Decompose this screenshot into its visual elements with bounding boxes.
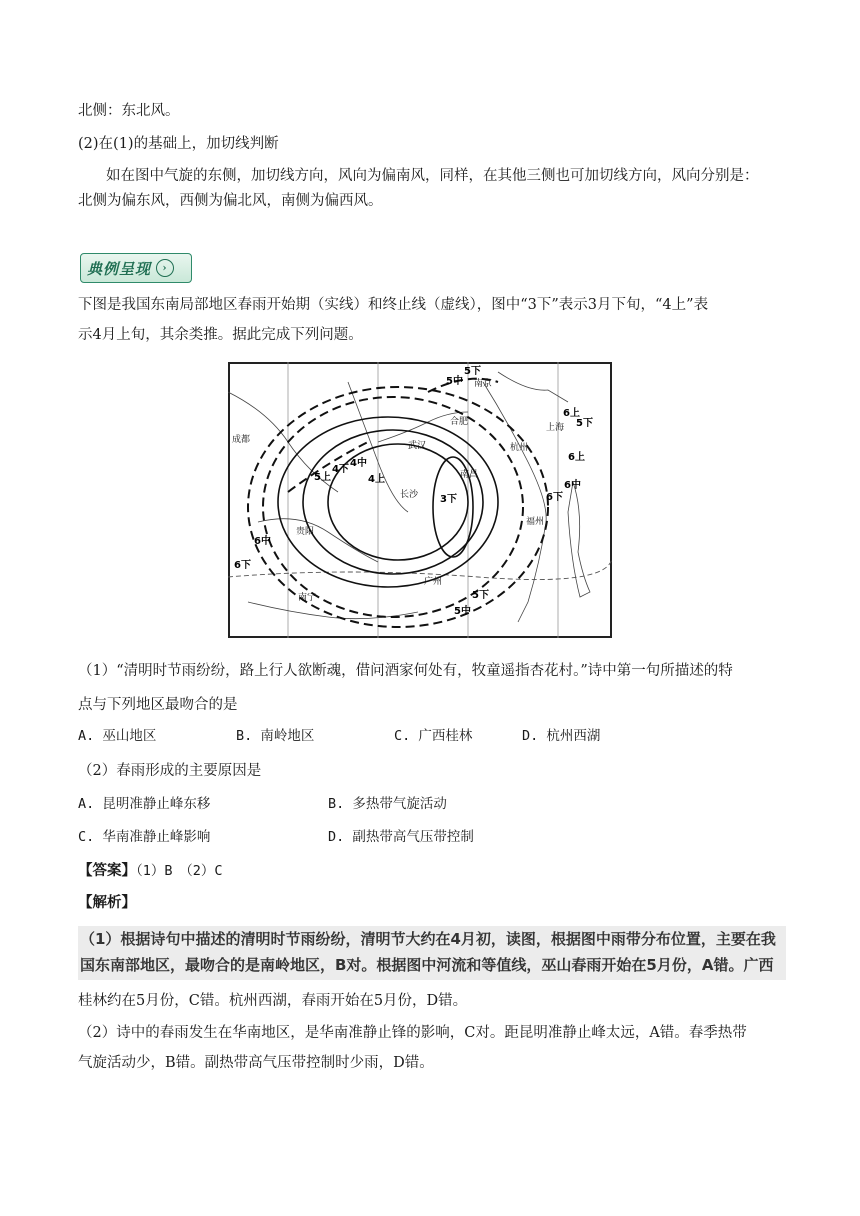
isoline-label: 3下 [440,494,457,505]
city-label: 南宁 [298,593,317,603]
analysis-line-4: （2）诗中的春雨发生在华南地区，是华南准静止锋的影响，C对。距昆明准静止峰太远，A错。春季热带 [78,1025,747,1041]
city-label: 长沙 [400,490,419,500]
isoline-label: 4上 [368,474,385,485]
isoline-label: 6中 [564,480,581,491]
isoline-label: 6下 [234,560,251,571]
q2-option-d: D. 副热带高气压带控制 [328,829,474,845]
q1-line-2: 点与下列地区最吻合的是 [78,697,238,713]
scanned-analysis-block [78,926,786,980]
q1-line-1: （1）“清明时节雨纷纷，路上行人欲断魂，借问酒家何处有，牧童遥指杏花村。”诗中第一句所描述的特 [78,663,733,679]
analysis-line-5: 气旋活动少，B错。副热带高气压带控制时少雨，D错。 [78,1055,434,1071]
city-label: 合肥 [450,417,469,427]
answer-line [78,860,783,882]
isoline-label: 4下 [332,464,349,475]
city-label: 南京 [474,379,493,389]
isoline-label: 5中 [446,376,463,387]
q2-option-a: A. 昆明准静止峰东移 [78,796,211,812]
isoline-label: 5下 [576,418,593,429]
q1-option-c: C. 广西桂林 [394,728,473,744]
q1-option-d: D. 杭州西湖 [522,728,601,744]
isoline-label: 4中 [350,458,367,469]
intro-line-4: 北侧为偏东风，西侧为偏北风，南侧为偏西风。 [78,193,383,209]
isoline-label: 6下 [546,492,563,503]
q2-option-b: B. 多热带气旋活动 [328,796,447,812]
city-label: 武汉 [408,441,427,451]
city-label: 贵阳 [296,527,315,537]
analysis-line-3: 桂林约在5月份，C错。杭州西湖，春雨开始在5月份，D错。 [78,993,468,1009]
q1-option-a: A. 巫山地区 [78,728,157,744]
analysis-scan-line-2: 国东南部地区，最吻合的是南岭地区，B对。根据图中河流和等值线，巫山春雨开始在5月份，A错。广西 [80,956,774,974]
answer-text: （1）B （2）C [136,863,223,879]
city-label: 成都 [232,435,251,445]
isoline-label: 5中 [454,606,471,617]
q1-option-b: B. 南岭地区 [236,728,315,744]
q2-stem: （2）春雨形成的主要原因是 [78,763,262,779]
analysis-scan-line-1: （1）根据诗句中描述的清明时节雨纷纷，清明节大约在4月初，读图，根据图中雨带分布位置，主要在我 [80,930,776,948]
question-intro-line-1: 下图是我国东南局部地区春雨开始期（实线）和终止线（虚线），图中“3下”表示3月下旬，“4上”表 [78,297,709,313]
isoline-label: 6中 [254,536,271,547]
badge-label: 典例呈现 [87,259,152,278]
q2-option-c: C. 华南准静止峰影响 [78,829,211,845]
city-label: 南昌 [460,470,479,480]
answer-label: 【答案】 [78,862,136,879]
city-label: 福州 [526,517,545,527]
example-badge [80,253,192,283]
analysis-label: 【解析】 [78,894,136,911]
isoline-label: 5上 [314,472,331,483]
intro-line-1: 北侧：东北风。 [78,103,180,119]
city-label: 上海 [546,423,565,433]
isoline-label: 5下 [472,590,489,601]
isoline-label: 6上 [568,452,585,463]
chevron-right-icon: › [156,259,174,277]
city-label: 杭州 [510,443,529,453]
isoline-label: 5下 [464,366,481,377]
intro-line-2: (2)在(1)的基础上，加切线判断 [78,136,279,152]
rainfall-map [228,362,612,638]
question-intro-line-2: 示4月上旬，其余类推。据此完成下列问题。 [78,327,363,343]
city-label: 广州 [424,577,443,587]
isoline-label: 6上 [563,408,580,419]
intro-line-3: 如在图中气旋的东侧，加切线方向，风向为偏南风，同样，在其他三侧也可加切线方向，风向分别是： [106,168,759,184]
